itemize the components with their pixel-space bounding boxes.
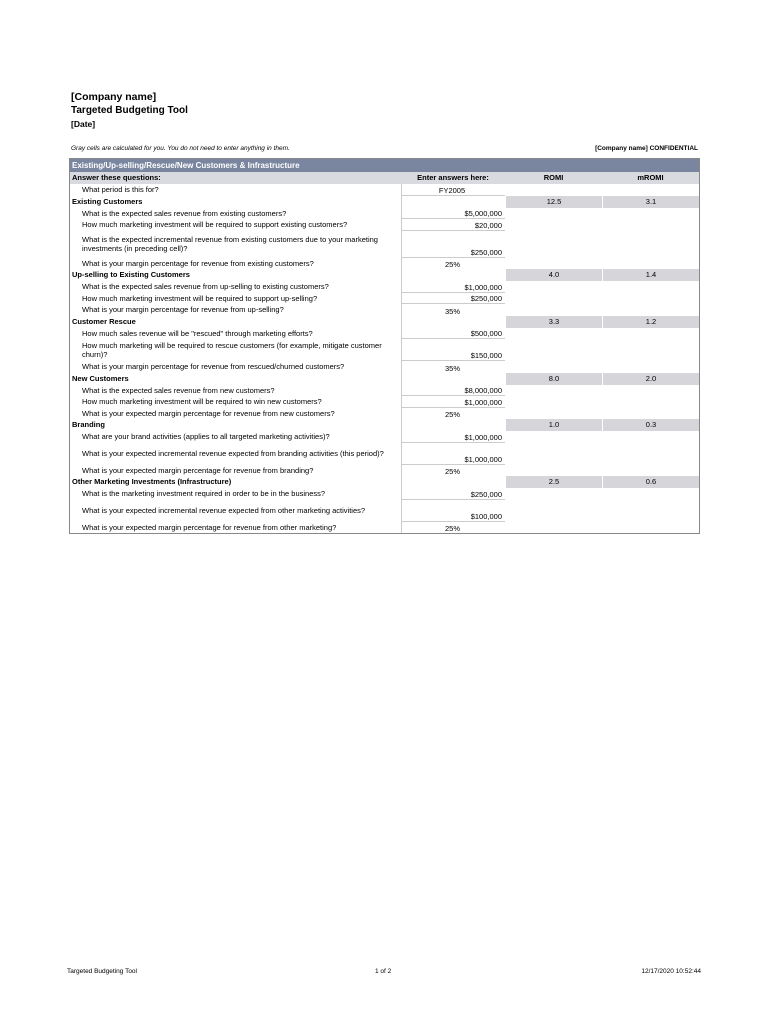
question-text: What is your expected incremental revenue expected from other marketing activities? [82,506,366,515]
answer-cell[interactable]: $1,000,000 [401,396,505,408]
section-title: New Customers [72,373,129,383]
period-question: What period is this for? [82,185,159,195]
section-title: Other Marketing Investments (Infrastructure) [72,477,232,486]
question-text: What is your expected margin percentage for revenue from new customers? [82,408,335,418]
question-row [70,258,699,270]
answer-cell[interactable]: $500,000 [401,328,505,340]
footer-title: Targeted Budgeting Tool [67,968,137,975]
romi-value: 2.5 [505,476,602,488]
section-title: Up-selling to Existing Customers [72,270,190,279]
table-banner: Existing/Up-selling/Rescue/New Customers & Infrastructure [70,159,699,172]
question-text: How much sales revenue will be "rescued" through marketing efforts? [82,328,313,338]
question-row [70,431,699,443]
section-answer-spacer [401,269,505,281]
answer-cell[interactable]: $100,000 [401,500,505,522]
answer-cell[interactable]: $1,000,000 [401,431,505,443]
section-header-row [70,419,699,431]
col-mromi-header: mROMI [637,173,664,182]
question-text: What is the expected sales revenue from new customers? [82,385,275,395]
question-row [70,396,699,408]
document-title: Targeted Budgeting Tool [71,105,188,116]
question-row [70,231,699,258]
section-answer-spacer [401,476,505,488]
question-row [70,443,699,465]
section-answer-spacer [401,316,505,328]
mromi-value: 3.1 [602,196,699,208]
section-answer-spacer [401,373,505,385]
section-header-row [70,373,699,385]
answer-cell[interactable]: $250,000 [401,231,505,258]
question-text: What is the marketing investment required in order to be in the business? [82,489,326,499]
question-text: What is your margin percentage for revenue from rescued/churned customers? [82,362,345,372]
romi-value: 3.3 [505,316,602,328]
question-row [70,408,699,420]
mromi-value: 1.4 [602,269,699,281]
footer-timestamp: 12/17/2020 10:52:44 [641,968,701,975]
question-text: What are your brand activities (applies to all targeted marketing activities)? [82,432,330,442]
question-row [70,328,699,340]
answer-cell[interactable]: $5,000,000 [401,208,505,220]
section-answer-spacer [401,419,505,431]
period-row [70,184,699,196]
question-row [70,208,699,220]
question-text: What is your expected margin percentage for revenue from branding? [82,465,314,475]
question-text: What is your expected margin percentage for revenue from other marketing? [82,522,337,532]
question-text: What is the expected sales revenue from up-selling to existing customers? [82,282,329,292]
gray-cells-note: Gray cells are calculated for you. You do not need to enter anything in them. [71,145,290,152]
col-romi-header: ROMI [543,173,564,182]
question-row [70,219,699,231]
question-text: What is your margin percentage for revenue from existing customers? [82,258,314,268]
question-text: How much marketing will be required to rescue customers (for example, mitigate customer churn)? [82,341,382,359]
answer-cell[interactable]: 25% [401,408,505,420]
romi-value: 1.0 [505,419,602,431]
section-header-row [70,269,699,281]
section-answer-spacer [401,196,505,208]
answer-cell[interactable]: 25% [401,522,505,534]
romi-value: 8.0 [505,373,602,385]
question-text: What is the expected incremental revenue from existing customers due to your marketing investments (in preceding cell)? [82,235,378,253]
romi-value: 12.5 [505,196,602,208]
question-text: What is the expected sales revenue from existing customers? [82,208,287,218]
question-text: What is your expected incremental revenue expected from branding activities (this period)? [82,449,384,458]
mromi-value: 2.0 [602,373,699,385]
question-row [70,339,699,361]
answer-cell[interactable]: $250,000 [401,488,505,500]
question-row [70,522,699,534]
section-header-row [70,476,699,488]
section-title: Existing Customers [72,196,143,206]
answer-cell[interactable]: 35% [401,361,505,373]
question-row [70,500,699,522]
mromi-value: 0.6 [602,476,699,488]
period-answer-cell[interactable]: FY2005 [401,184,505,196]
mromi-value: 1.2 [602,316,699,328]
question-row [70,361,699,373]
question-row [70,281,699,293]
question-text: How much marketing investment will be required to support up-selling? [82,293,318,303]
question-row [70,488,699,500]
question-row [70,385,699,397]
romi-value: 4.0 [505,269,602,281]
table-header-row [70,172,699,184]
question-row [70,304,699,316]
section-title: Customer Rescue [72,316,136,326]
question-text: What is your margin percentage for revenue from up-selling? [82,305,284,315]
question-row [70,465,699,477]
mromi-value: 0.3 [602,419,699,431]
company-name: [Company name] [71,91,157,103]
section-header-row [70,196,699,208]
section-title: Branding [72,420,105,429]
col-question-header: Answer these questions: [72,173,161,182]
answer-cell[interactable]: $20,000 [401,219,505,231]
answer-cell[interactable]: $1,000,000 [401,443,505,465]
answer-cell[interactable]: $8,000,000 [401,385,505,397]
answer-cell[interactable]: 25% [401,258,505,270]
answer-cell[interactable]: $1,000,000 [401,281,505,293]
question-text: How much marketing investment will be required to win new customers? [82,397,322,407]
answer-cell[interactable]: $250,000 [401,293,505,305]
budgeting-table [69,158,700,534]
document-date: [Date] [71,119,96,129]
answer-cell[interactable]: 35% [401,304,505,316]
question-row [70,293,699,305]
answer-cell[interactable]: $150,000 [401,339,505,361]
confidential-label: [Company name] CONFIDENTIAL [595,145,698,152]
question-text: How much marketing investment will be required to support existing customers? [82,220,348,230]
footer-page-number: 1 of 2 [375,968,392,975]
answer-cell[interactable]: 25% [401,465,505,477]
section-header-row [70,316,699,328]
col-answer-header: Enter answers here: [417,173,489,182]
